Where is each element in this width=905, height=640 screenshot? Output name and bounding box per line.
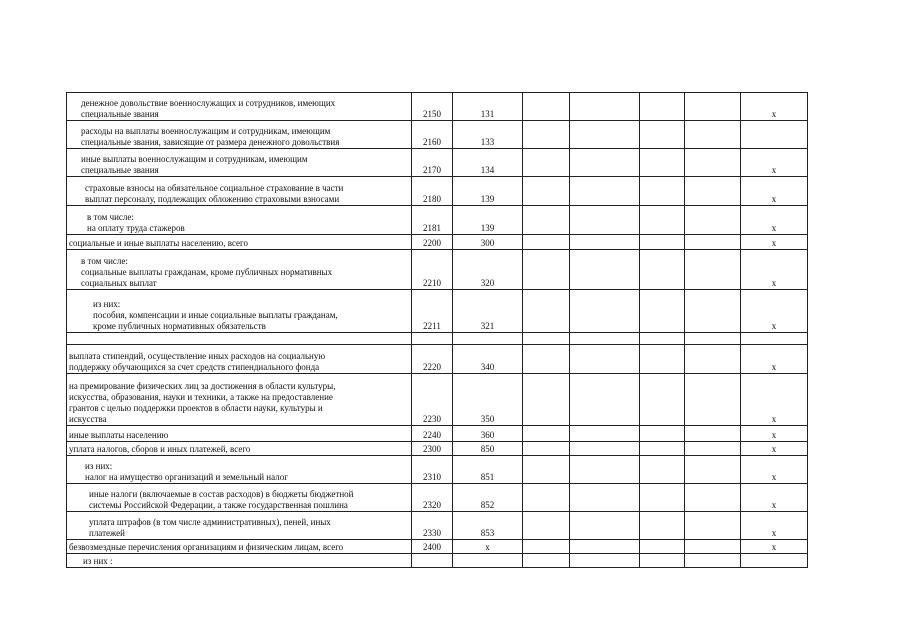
- row-kbk: 850: [453, 442, 523, 456]
- row-name: выплата стипендий, осуществление иных расходов на социальную поддержку обучающихся за счет средств стипендиального фонда: [67, 345, 412, 374]
- table-row: [67, 345, 808, 374]
- row-kbk: 139: [453, 206, 523, 235]
- row-kbk: [453, 333, 523, 345]
- row-empty-cell: [640, 93, 685, 121]
- row-empty-cell: [523, 374, 570, 426]
- row-last: x: [741, 93, 808, 121]
- row-empty-cell: [523, 206, 570, 235]
- table-row: [67, 540, 808, 554]
- row-code: 2310: [412, 456, 453, 484]
- row-name: безвозмездные перечисления организациям и физическим лицам, всего: [67, 540, 412, 554]
- row-last: [741, 554, 808, 568]
- row-empty-cell: [685, 235, 741, 250]
- table-row: [67, 235, 808, 250]
- table-row: [67, 442, 808, 456]
- row-name: иные выплаты населению: [67, 426, 412, 442]
- row-last: x: [741, 250, 808, 290]
- row-empty-cell: [570, 290, 640, 333]
- row-empty-cell: [523, 290, 570, 333]
- row-code: 2150: [412, 93, 453, 121]
- row-empty-cell: [685, 512, 741, 540]
- table-row: [67, 554, 808, 568]
- table-row: [67, 250, 808, 290]
- row-empty-cell: [640, 206, 685, 235]
- row-name: иные выплаты военнослужащим и сотрудникам, имеющим специальные звания: [67, 149, 412, 177]
- row-empty-cell: [570, 206, 640, 235]
- table-row: [67, 456, 808, 484]
- row-empty-cell: [640, 426, 685, 442]
- row-kbk: 851: [453, 456, 523, 484]
- row-empty-cell: [523, 235, 570, 250]
- row-empty-cell: [570, 484, 640, 512]
- row-empty-cell: [523, 250, 570, 290]
- row-empty-cell: [685, 290, 741, 333]
- row-empty-cell: [685, 345, 741, 374]
- row-name: денежное довольствие военнослужащих и сотрудников, имеющих специальные звания: [67, 93, 412, 121]
- row-empty-cell: [570, 442, 640, 456]
- row-empty-cell: [640, 250, 685, 290]
- row-last: x: [741, 540, 808, 554]
- row-kbk: 350: [453, 374, 523, 426]
- row-empty-cell: [523, 484, 570, 512]
- row-empty-cell: [640, 540, 685, 554]
- row-name: [67, 333, 412, 345]
- row-empty-cell: [640, 290, 685, 333]
- row-code: 2160: [412, 121, 453, 149]
- table-row: [67, 484, 808, 512]
- row-empty-cell: [523, 93, 570, 121]
- row-empty-cell: [570, 121, 640, 149]
- row-kbk: 321: [453, 290, 523, 333]
- row-empty-cell: [685, 250, 741, 290]
- row-empty-cell: [523, 554, 570, 568]
- row-empty-cell: [570, 250, 640, 290]
- row-kbk: x: [453, 540, 523, 554]
- table-row: [67, 121, 808, 149]
- row-code: 2240: [412, 426, 453, 442]
- row-kbk: 360: [453, 426, 523, 442]
- row-kbk: 340: [453, 345, 523, 374]
- row-name: расходы на выплаты военнослужащим и сотрудникам, имеющим специальные звания, зависящие от размера денежного довольствия: [67, 121, 412, 149]
- row-empty-cell: [685, 426, 741, 442]
- row-empty-cell: [523, 149, 570, 177]
- row-empty-cell: [640, 456, 685, 484]
- row-code: [412, 333, 453, 345]
- row-last: x: [741, 177, 808, 206]
- row-last: x: [741, 290, 808, 333]
- row-empty-cell: [523, 345, 570, 374]
- row-empty-cell: [685, 177, 741, 206]
- row-empty-cell: [523, 456, 570, 484]
- row-empty-cell: [570, 374, 640, 426]
- row-name: иные налоги (включаемые в состав расходов) в бюджеты бюджетной системы Российской Федерации, а также государственная пошлина: [67, 484, 412, 512]
- row-empty-cell: [523, 177, 570, 206]
- row-name: страховые взносы на обязательное социальное страхование в части выплат персоналу, подлежащих обложению страховыми взносами: [67, 177, 412, 206]
- row-empty-cell: [570, 93, 640, 121]
- row-empty-cell: [685, 456, 741, 484]
- row-empty-cell: [640, 374, 685, 426]
- row-empty-cell: [685, 333, 741, 345]
- row-name: из них :: [67, 554, 412, 568]
- row-kbk: 131: [453, 93, 523, 121]
- row-empty-cell: [570, 456, 640, 484]
- row-kbk: 134: [453, 149, 523, 177]
- row-empty-cell: [523, 333, 570, 345]
- row-kbk: [453, 554, 523, 568]
- row-name: из них: пособия, компенсации и иные социальные выплаты гражданам, кроме публичных нормативных обязательств: [67, 290, 412, 333]
- row-code: 2300: [412, 442, 453, 456]
- row-empty-cell: [685, 149, 741, 177]
- row-code: 2200: [412, 235, 453, 250]
- row-empty-cell: [685, 442, 741, 456]
- row-last: x: [741, 426, 808, 442]
- row-last: x: [741, 442, 808, 456]
- row-code: 2220: [412, 345, 453, 374]
- row-last: x: [741, 345, 808, 374]
- row-empty-cell: [685, 540, 741, 554]
- row-empty-cell: [685, 374, 741, 426]
- row-name: уплата штрафов (в том числе административных), пеней, иных платежей: [67, 512, 412, 540]
- table-row: [67, 177, 808, 206]
- row-empty-cell: [640, 484, 685, 512]
- row-empty-cell: [523, 540, 570, 554]
- row-empty-cell: [570, 149, 640, 177]
- table-row: [67, 206, 808, 235]
- row-kbk: 852: [453, 484, 523, 512]
- row-code: [412, 554, 453, 568]
- row-empty-cell: [640, 512, 685, 540]
- row-code: 2210: [412, 250, 453, 290]
- row-last: [741, 333, 808, 345]
- row-empty-cell: [570, 540, 640, 554]
- row-empty-cell: [685, 121, 741, 149]
- row-last: x: [741, 374, 808, 426]
- row-empty-cell: [570, 345, 640, 374]
- row-code: 2230: [412, 374, 453, 426]
- row-name: на премирование физических лиц за достижения в области культуры, искусства, образования, науки и техники, а также на предоставление грантов с целью поддержки проектов в области науки, культуры и искусства: [67, 374, 412, 426]
- row-empty-cell: [523, 121, 570, 149]
- row-empty-cell: [570, 235, 640, 250]
- row-empty-cell: [640, 235, 685, 250]
- row-empty-cell: [640, 345, 685, 374]
- row-empty-cell: [685, 93, 741, 121]
- row-empty-cell: [640, 442, 685, 456]
- row-last: x: [741, 149, 808, 177]
- row-code: 2211: [412, 290, 453, 333]
- table-row: [67, 93, 808, 121]
- row-last: x: [741, 484, 808, 512]
- row-empty-cell: [523, 512, 570, 540]
- row-name: социальные и иные выплаты населению, всего: [67, 235, 412, 250]
- row-empty-cell: [640, 177, 685, 206]
- row-code: 2180: [412, 177, 453, 206]
- row-code: 2400: [412, 540, 453, 554]
- row-empty-cell: [685, 484, 741, 512]
- row-kbk: 853: [453, 512, 523, 540]
- row-empty-cell: [523, 442, 570, 456]
- row-empty-cell: [685, 554, 741, 568]
- table-row: [67, 426, 808, 442]
- table-row: [67, 512, 808, 540]
- expenses-table: [66, 92, 808, 568]
- row-kbk: 300: [453, 235, 523, 250]
- row-kbk: 320: [453, 250, 523, 290]
- table-row: [67, 333, 808, 345]
- row-empty-cell: [570, 512, 640, 540]
- row-empty-cell: [640, 333, 685, 345]
- row-empty-cell: [570, 333, 640, 345]
- row-last: [741, 121, 808, 149]
- row-name: уплата налогов, сборов и иных платежей, всего: [67, 442, 412, 456]
- row-code: 2330: [412, 512, 453, 540]
- row-empty-cell: [640, 149, 685, 177]
- table-row: [67, 149, 808, 177]
- row-empty-cell: [523, 426, 570, 442]
- row-name: в том числе: на оплату труда стажеров: [67, 206, 412, 235]
- row-empty-cell: [570, 426, 640, 442]
- row-code: 2320: [412, 484, 453, 512]
- row-last: x: [741, 206, 808, 235]
- row-name: из них: налог на имущество организаций и земельный налог: [67, 456, 412, 484]
- row-code: 2170: [412, 149, 453, 177]
- table-row: [67, 374, 808, 426]
- row-empty-cell: [640, 554, 685, 568]
- table-row: [67, 290, 808, 333]
- row-empty-cell: [570, 177, 640, 206]
- row-last: x: [741, 512, 808, 540]
- row-empty-cell: [640, 121, 685, 149]
- row-kbk: 133: [453, 121, 523, 149]
- row-last: x: [741, 235, 808, 250]
- row-name: в том числе: социальные выплаты гражданам, кроме публичных нормативных социальных выплат: [67, 250, 412, 290]
- row-code: 2181: [412, 206, 453, 235]
- row-empty-cell: [685, 206, 741, 235]
- row-last: x: [741, 456, 808, 484]
- row-kbk: 139: [453, 177, 523, 206]
- row-empty-cell: [570, 554, 640, 568]
